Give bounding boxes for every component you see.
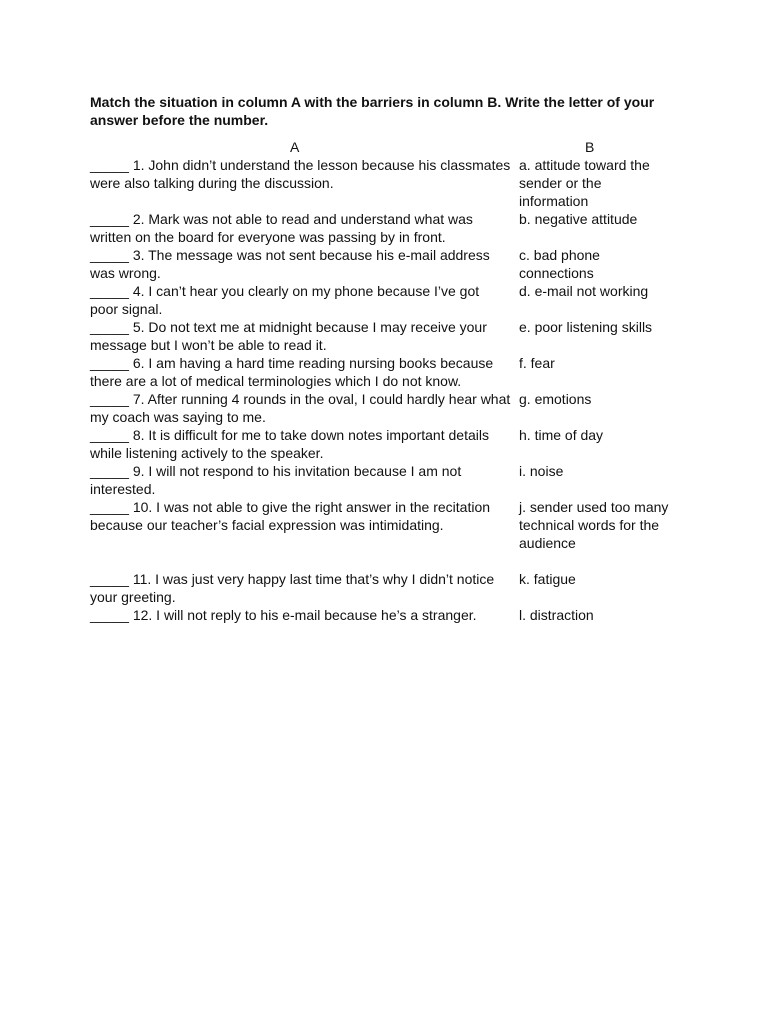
barrier-f: f. fear xyxy=(519,355,555,371)
situation-10: _____ 10. I was not able to give the right answer in the recitation because our teacher’s facial expression was intimidating. xyxy=(90,499,491,533)
barrier-h: h. time of day xyxy=(519,427,604,443)
column-b-heading: B xyxy=(585,139,595,155)
barrier-d: d. e-mail not working xyxy=(519,283,649,299)
situation-8: _____ 8. It is difficult for me to take down notes important details while listening actively to the speaker. xyxy=(90,427,489,461)
worksheet xyxy=(90,93,670,624)
situation-12: _____ 12. I will not reply to his e-mail because he’s a stranger. xyxy=(90,607,477,623)
matching-table xyxy=(90,156,670,624)
situation-2: _____ 2. Mark was not able to read and understand what was written on the board for everyone was passing by in front. xyxy=(90,211,473,245)
barrier-b: b. negative attitude xyxy=(519,211,638,227)
situation-1: _____ 1. John didn’t understand the lesson because his classmates were also talking during the discussion. xyxy=(90,157,511,191)
situation-6: _____ 6. I am having a hard time reading nursing books because there are a lot of medical terminologies which I do not know. xyxy=(90,355,494,389)
situation-4: _____ 4. I can’t hear you clearly on my phone because I’ve got poor signal. xyxy=(90,283,480,317)
barrier-a: a. attitude toward the sender or the information xyxy=(519,157,650,209)
column-a-heading: A xyxy=(290,139,300,155)
barrier-l: l. distraction xyxy=(519,607,594,623)
barrier-j: j. sender used too many technical words for the audience xyxy=(519,499,669,551)
barrier-i: i. noise xyxy=(519,463,564,479)
barrier-c: c. bad phone connections xyxy=(519,247,600,281)
barrier-e: e. poor listening skills xyxy=(519,319,653,335)
instructions: Match the situation in column A with the barriers in column B. Write the letter of your answer before the number. xyxy=(90,94,655,128)
column-headings xyxy=(90,138,670,156)
situation-9: _____ 9. I will not respond to his invitation because I am not interested. xyxy=(90,463,462,497)
barrier-g: g. emotions xyxy=(519,391,592,407)
situation-7: _____ 7. After running 4 rounds in the oval, I could hardly hear what my coach was saying to me. xyxy=(90,391,511,425)
situation-5: _____ 5. Do not text me at midnight because I may receive your message but I won’t be able to read it. xyxy=(90,319,487,353)
situation-11: _____ 11. I was just very happy last time that’s why I didn’t notice your greeting. xyxy=(90,571,495,605)
situation-3: _____ 3. The message was not sent because his e-mail address was wrong. xyxy=(90,247,490,281)
barrier-k: k. fatigue xyxy=(519,571,576,587)
